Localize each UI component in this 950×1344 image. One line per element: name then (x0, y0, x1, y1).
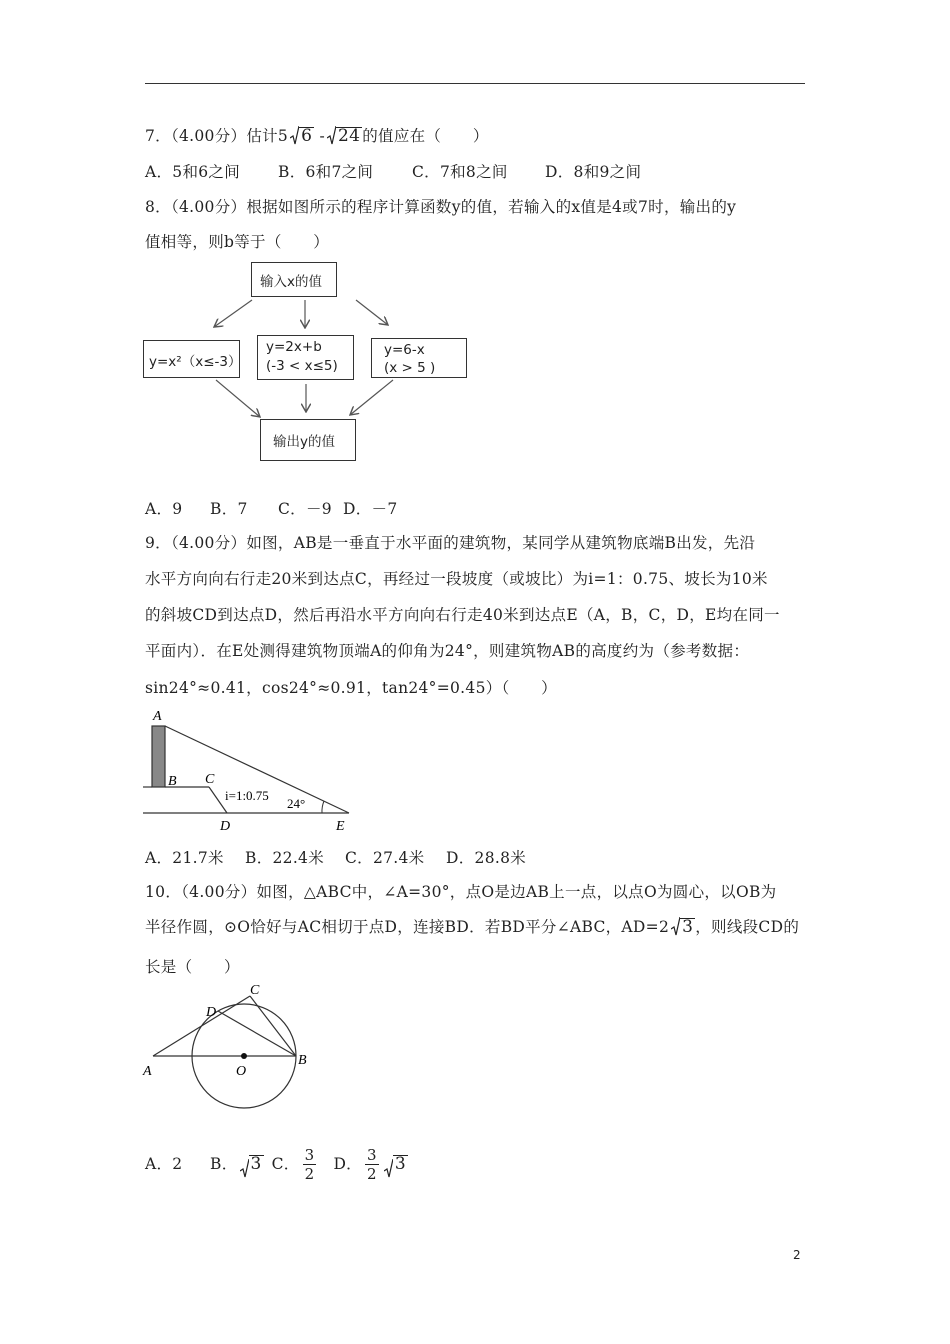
radicand: 3 (394, 1154, 406, 1174)
q10-figure (140, 978, 325, 1113)
q10-stem-line2-part2: ，则线段CD的 (695, 918, 800, 936)
q9-stem-line4: 平面内）．在E处测得建筑物顶端A的仰角为24°，则建筑物AB的高度约为（参考数据： (145, 642, 750, 660)
q10-options (145, 1148, 408, 1182)
q9-stem-line2: 水平方向向右行走20米到达点C，再经过一段坡度（或坡比）为i=1：0.75、坡长为10米 (145, 570, 768, 588)
sqrt-6 (290, 127, 314, 146)
q8-stem-line2: 值相等，则b等于（ ） (145, 233, 330, 251)
q7-suffix: 的值应在（ ） (362, 127, 489, 145)
flow-arrows (140, 290, 480, 430)
q9-figure (140, 700, 365, 840)
q7-options (145, 160, 641, 182)
flow-middle-label-2: (-3 < x≤5) (266, 358, 338, 374)
q7-stem (145, 124, 489, 146)
minus-sign: - (319, 127, 325, 145)
label-d: D (220, 819, 231, 834)
label-b: B (298, 1053, 307, 1068)
q7-option-d[interactable]: D．8和9之间 (545, 163, 642, 181)
label-o: O (236, 1064, 247, 1079)
q8-option-a[interactable]: A．9 (145, 500, 183, 518)
q9-options (145, 846, 526, 868)
q7-option-a[interactable]: A．5和6之间 (145, 163, 241, 181)
sqrt-24 (327, 127, 362, 146)
flow-middle-label-1: y=2x+b (266, 339, 322, 355)
denominator: 2 (304, 1165, 315, 1183)
label-c: C (205, 772, 215, 787)
flow-right-label-2: (x > 5 ) (384, 360, 436, 376)
q10-option-d[interactable] (333, 1148, 408, 1182)
flow-left-label: y=x²（x≤-3） (149, 354, 242, 370)
radical-sign-icon (671, 917, 680, 936)
radicand: 3 (250, 1154, 262, 1174)
q10-option-b[interactable] (210, 1149, 264, 1179)
q9-stem-line3: 的斜坡CD到达点D，然后再沿水平方向向右行走40米到达点E（A，B，C，D，E均在同一 (145, 606, 780, 624)
fraction (365, 1148, 379, 1182)
building-ab (152, 726, 165, 787)
segment-cb (250, 996, 296, 1056)
segment-ac (153, 996, 250, 1056)
radicand: 6 (301, 126, 313, 146)
segment-db (218, 1011, 296, 1056)
q7-option-c[interactable]: C．7和8之间 (412, 163, 508, 181)
q9-stem-line1: 9．（4.00分）如图，AB是一垂直于水平面的建筑物，某同学从建筑物底端B出发，先沿 (145, 534, 756, 552)
option-label: C． (271, 1155, 300, 1173)
angle-arc (322, 801, 324, 813)
q10-option-a[interactable]: A．2 (145, 1155, 183, 1173)
radical-sign-icon (290, 126, 299, 145)
option-label: B． (210, 1155, 238, 1173)
arrow-input-left (214, 300, 252, 327)
q8-options (145, 497, 398, 519)
flow-output-label: 输出y的值 (273, 434, 335, 450)
q9-option-d[interactable]: D．28.8米 (446, 849, 527, 867)
flow-input-label: 输入x的值 (260, 274, 322, 290)
sqrt-3 (240, 1149, 264, 1179)
radical-sign-icon (327, 126, 336, 145)
sqrt-3 (671, 918, 695, 937)
q8-option-d[interactable]: D．－7 (343, 500, 398, 518)
radical-sign-icon (384, 1159, 393, 1178)
radicand: 24 (338, 126, 361, 146)
q8-stem-line1: 8．（4.00分）根据如图所示的程序计算函数y的值，若输入的x值是4或7时，输出的y (145, 198, 737, 216)
q10-option-c[interactable] (272, 1148, 320, 1182)
page-number: 2 (793, 1248, 801, 1262)
option-label: D． (333, 1155, 362, 1173)
q7-option-b[interactable]: B．6和7之间 (278, 163, 374, 181)
q7-prefix: 7．（4.00分）估计5 (145, 127, 289, 145)
q9-option-b[interactable]: B．22.4米 (245, 849, 325, 867)
q9-option-a[interactable]: A．21.7米 (145, 849, 224, 867)
q10-stem-line2 (145, 915, 799, 937)
q9-stem-line5: sin24°≈0.41，cos24°≈0.91，tan24°=0.45）（ ） (145, 679, 557, 697)
header-rule (145, 83, 805, 84)
q10-stem-line3: 长是（ ） (145, 958, 240, 976)
q8-option-c[interactable]: C．－9 (278, 500, 332, 518)
q10-stem-line2-part1: 半径作圆，⊙O恰好与AC相切于点D，连接BD．若BD平分∠ABC，AD=2 (145, 918, 670, 936)
numerator: 3 (366, 1146, 377, 1164)
q9-option-c[interactable]: C．27.4米 (345, 849, 425, 867)
q10-stem-line1: 10．（4.00分）如图，△ABC中，∠A=30°，点O是边AB上一点，以点O为圆心，以OB为 (145, 883, 777, 901)
arrow-input-right (356, 300, 388, 325)
arrow-left-output (216, 380, 260, 417)
flow-right-label-1: y=6-x (384, 342, 425, 358)
radicand: 3 (682, 917, 694, 937)
q8-option-b[interactable]: B．7 (210, 500, 248, 518)
slope-label: i=1:0.75 (225, 788, 269, 803)
fraction (303, 1148, 317, 1182)
angle-label: 24° (287, 796, 306, 811)
center-o-point (241, 1053, 247, 1059)
label-a: A (153, 709, 162, 724)
denominator: 2 (366, 1165, 377, 1183)
label-d: D (206, 1005, 217, 1020)
label-e: E (336, 819, 345, 834)
label-b: B (168, 774, 177, 789)
radical-sign-icon (240, 1159, 249, 1178)
label-a: A (143, 1064, 152, 1079)
numerator: 3 (304, 1146, 315, 1164)
label-c: C (250, 983, 260, 998)
sqrt-3 (384, 1149, 408, 1179)
arrow-right-output (350, 380, 393, 415)
